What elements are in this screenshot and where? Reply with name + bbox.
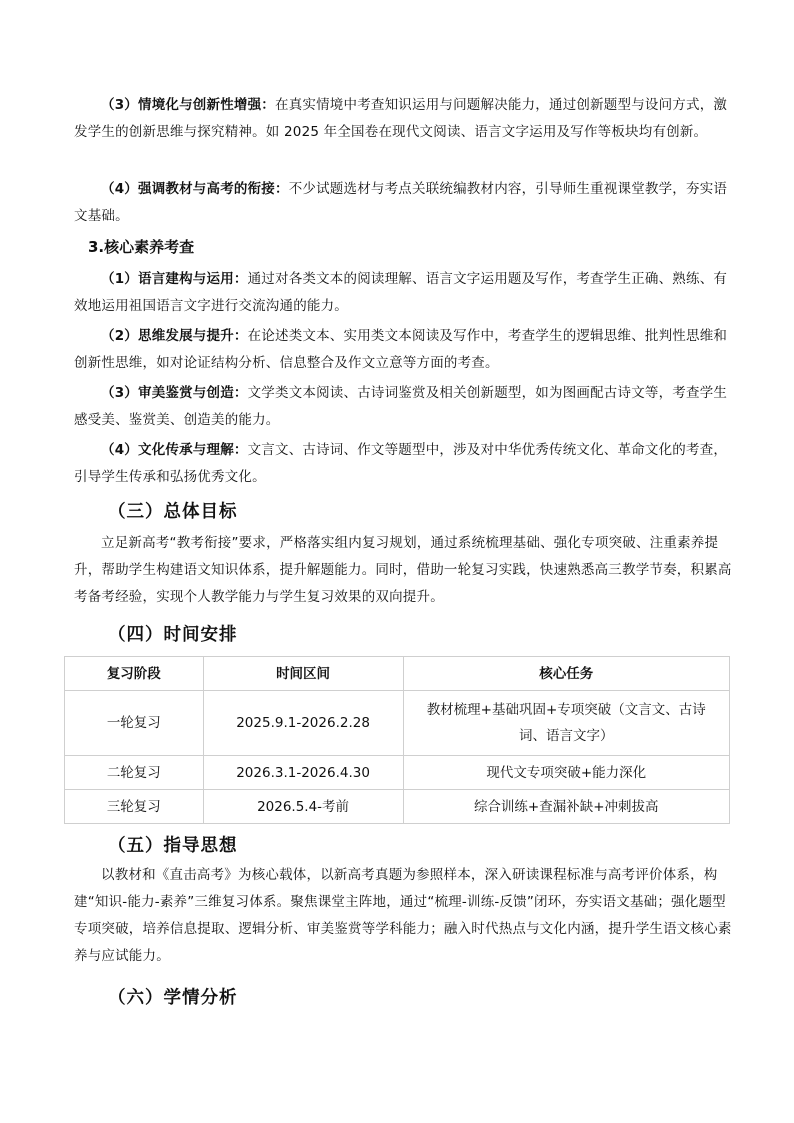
table-row — [65, 790, 730, 824]
stage-cell: 三轮复习 — [65, 790, 204, 824]
header-period: 时间区间 — [203, 657, 403, 691]
table-header-row — [65, 657, 730, 691]
section-title-goal: （三）总体目标 — [108, 502, 238, 522]
task-cell: 现代文专项突破+能力深化 — [403, 756, 729, 790]
paragraph-textbook-link — [74, 176, 734, 230]
task-cell: 综合训练+查漏补缺+冲刺拔高 — [403, 790, 729, 824]
task-cell: 教材梳理+基础巩固+专项突破（文言文、古诗词、语言文字） — [403, 691, 729, 756]
guide-paragraph: 以教材和《直击高考》为核心载体，以新高考真题为参照样本，深入研读课程标准与高考评价体系，构建“知识-能力-素养”三维复习体系。聚焦课堂主阵地，通过“梳理-训练-反馈”闭环，夯实语文基础；强化题型专项突破，培养信息提取、逻辑分析、审美鉴赏等学科能力；融入时代热点与文化内涵，提升学生语文核心素养与应试能力。 — [74, 867, 732, 964]
paragraph-label: （4）文化传承与理解： — [101, 442, 248, 458]
period-cell: 2025.9.1-2026.2.28 — [203, 691, 403, 756]
goal-paragraph: 立足新高考“教考衔接”要求，严格落实组内复习规划，通过系统梳理基础、强化专项突破、注重素养提升，帮助学生构建语文知识体系，提升解题能力。同时，借助一轮复习实践，快速熟悉高三教学节奏，积累高考备考经验，实现个人教学能力与学生复习效果的双向提升。 — [74, 535, 732, 605]
competency-item — [74, 380, 734, 434]
paragraph-text: 不少试题选材与考点关联统编教材内容，引导师生重视课堂教学，夯实语文基础。 — [74, 181, 728, 224]
paragraph-label: （3）审美鉴赏与创造： — [101, 385, 248, 401]
section-title-analysis: （六）学情分析 — [108, 988, 238, 1008]
header-task: 核心任务 — [403, 657, 729, 691]
table-row — [65, 691, 730, 756]
table-row — [65, 756, 730, 790]
section-title-guide: （五）指导思想 — [108, 836, 238, 856]
competency-item — [74, 323, 734, 377]
competency-item — [74, 437, 734, 491]
period-cell: 2026.3.1-2026.4.30 — [203, 756, 403, 790]
paragraph-innovation — [74, 92, 734, 146]
paragraph-label: （4）强调教材与高考的衔接： — [101, 181, 289, 197]
section-title-schedule: （四）时间安排 — [108, 625, 238, 645]
paragraph-label: （1）语言建构与运用： — [101, 271, 248, 287]
subsection-title: 3.核心素养考查 — [88, 238, 195, 256]
paragraph-text: 文言文、古诗词、作文等题型中，涉及对中华优秀传统文化、革命文化的考查，引导学生传承和弘扬优秀文化。 — [74, 442, 728, 485]
stage-cell: 二轮复习 — [65, 756, 204, 790]
paragraph-label: （2）思维发展与提升： — [101, 328, 248, 344]
schedule-table — [64, 656, 730, 824]
paragraph-text: 在论述类文本、实用类文本阅读及写作中，考查学生的逻辑思维、批判性思维和创新性思维，如对论证结构分析、信息整合及作文立意等方面的考查。 — [74, 328, 728, 371]
paragraph-text: 文学类文本阅读、古诗词鉴赏及相关创新题型，如为图画配古诗文等，考查学生感受美、鉴赏美、创造美的能力。 — [74, 385, 728, 428]
paragraph-text: 在真实情境中考查知识运用与问题解决能力，通过创新题型与设问方式，激发学生的创新思维与探究精神。如 2025 年全国卷在现代文阅读、语言文字运用及写作等板块均有创新。 — [74, 97, 728, 140]
paragraph-label: （3）情境化与创新性增强： — [101, 97, 275, 113]
period-cell: 2026.5.4-考前 — [203, 790, 403, 824]
competency-item — [74, 266, 734, 320]
header-stage: 复习阶段 — [65, 657, 204, 691]
paragraph-text: 通过对各类文本的阅读理解、语言文字运用题及写作，考查学生正确、熟练、有效地运用祖国语言文字进行交流沟通的能力。 — [74, 271, 728, 314]
stage-cell: 一轮复习 — [65, 691, 204, 756]
